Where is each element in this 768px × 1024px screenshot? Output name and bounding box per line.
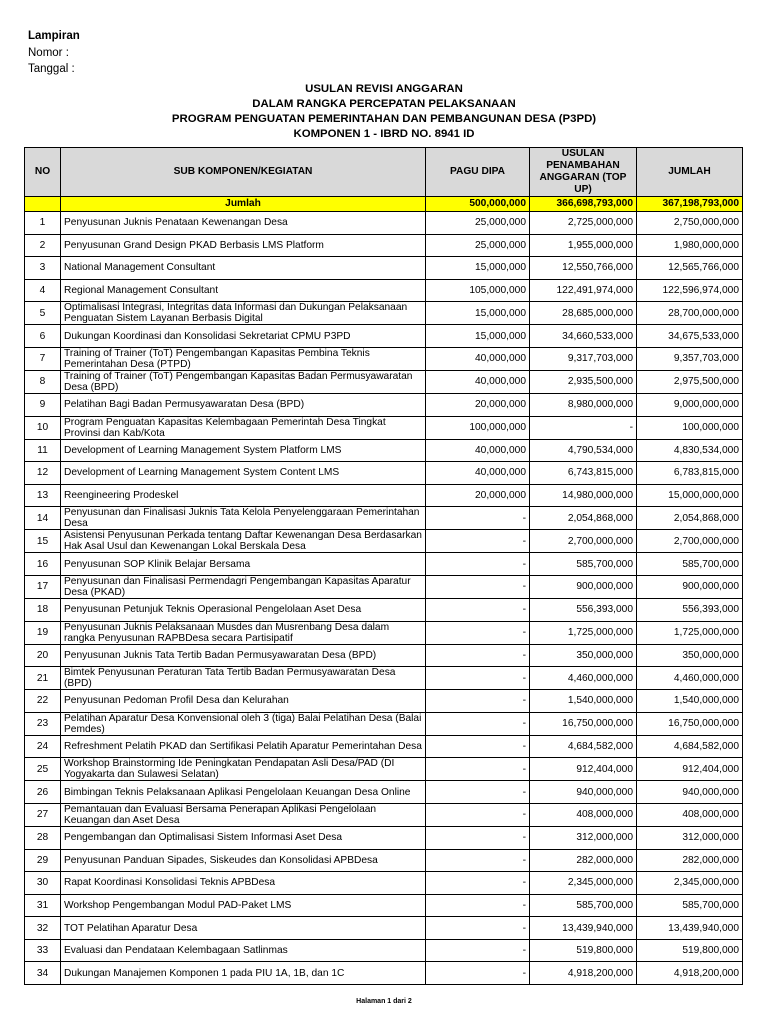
row-jumlah: 350,000,000 xyxy=(637,644,743,667)
row-jumlah: 940,000,000 xyxy=(637,781,743,804)
row-pagu: - xyxy=(426,667,530,690)
row-no: 25 xyxy=(25,758,61,781)
title-line-4: KOMPONEN 1 - IBRD NO. 8941 ID xyxy=(293,128,475,140)
row-usulan: 912,404,000 xyxy=(530,758,637,781)
total-spacer xyxy=(25,197,61,212)
title-line-1: USULAN REVISI ANGGARAN xyxy=(305,83,463,95)
row-no: 24 xyxy=(25,735,61,758)
row-no: 8 xyxy=(25,370,61,393)
row-usulan: 1,725,000,000 xyxy=(530,621,637,644)
row-no: 21 xyxy=(25,667,61,690)
table-row xyxy=(25,894,743,917)
row-usulan: 312,000,000 xyxy=(530,826,637,849)
row-pagu: - xyxy=(426,939,530,962)
table-row xyxy=(25,826,743,849)
row-kegiatan: Workshop Pengembangan Modul PAD-Paket LMS xyxy=(61,894,426,917)
row-no: 30 xyxy=(25,872,61,895)
row-usulan: 1,540,000,000 xyxy=(530,690,637,713)
table-row xyxy=(25,370,743,393)
table-row xyxy=(25,781,743,804)
row-jumlah: 4,684,582,000 xyxy=(637,735,743,758)
row-pagu: 20,000,000 xyxy=(426,393,530,416)
row-usulan: 4,684,582,000 xyxy=(530,735,637,758)
row-jumlah: 34,675,533,000 xyxy=(637,325,743,348)
row-pagu: - xyxy=(426,712,530,735)
total-label: Jumlah xyxy=(61,197,426,212)
row-no: 32 xyxy=(25,917,61,940)
row-jumlah: 100,000,000 xyxy=(637,416,743,439)
row-usulan: 13,439,940,000 xyxy=(530,917,637,940)
table-row xyxy=(25,279,743,302)
row-kegiatan: Dukungan Koordinasi dan Konsolidasi Sekretariat CPMU P3PD xyxy=(61,325,426,348)
table-row xyxy=(25,325,743,348)
row-pagu: - xyxy=(426,803,530,826)
table-row xyxy=(25,257,743,280)
row-jumlah: 122,596,974,000 xyxy=(637,279,743,302)
row-usulan: 34,660,533,000 xyxy=(530,325,637,348)
row-no: 26 xyxy=(25,781,61,804)
row-no: 29 xyxy=(25,849,61,872)
row-usulan: 2,700,000,000 xyxy=(530,530,637,553)
row-kegiatan: Pelatihan Bagi Badan Permusyawaratan Desa (BPD) xyxy=(61,393,426,416)
row-kegiatan: Program Penguatan Kapasitas Kelembagaan Pemerintah Desa Tingkat Provinsi dan Kab/Kota xyxy=(61,416,426,439)
table-row xyxy=(25,712,743,735)
row-jumlah: 9,000,000,000 xyxy=(637,393,743,416)
row-pagu: 100,000,000 xyxy=(426,416,530,439)
table-row xyxy=(25,917,743,940)
row-kegiatan: Pemantauan dan Evaluasi Bersama Penerapan Aplikasi Pengelolaan Keuangan dan Aset Desa xyxy=(61,803,426,826)
total-jumlah: 367,198,793,000 xyxy=(637,197,743,212)
row-no: 11 xyxy=(25,439,61,462)
table-row xyxy=(25,735,743,758)
nomor-label: Nomor : xyxy=(28,47,69,59)
row-pagu: - xyxy=(426,644,530,667)
row-pagu: - xyxy=(426,553,530,576)
row-jumlah: 519,800,000 xyxy=(637,939,743,962)
row-usulan: 4,790,534,000 xyxy=(530,439,637,462)
row-jumlah: 912,404,000 xyxy=(637,758,743,781)
row-kegiatan: TOT Pelatihan Aparatur Desa xyxy=(61,917,426,940)
row-no: 3 xyxy=(25,257,61,280)
row-pagu: - xyxy=(426,575,530,598)
row-pagu: 15,000,000 xyxy=(426,325,530,348)
row-no: 13 xyxy=(25,484,61,507)
table-row xyxy=(25,849,743,872)
row-kegiatan: Bimbingan Teknis Pelaksanaan Aplikasi Pengelolaan Keuangan Desa Online xyxy=(61,781,426,804)
row-jumlah: 12,565,766,000 xyxy=(637,257,743,280)
header-usulan: USULAN PENAMBAHAN ANGGARAN (TOP UP) xyxy=(530,148,637,197)
row-no: 20 xyxy=(25,644,61,667)
row-usulan: 4,460,000,000 xyxy=(530,667,637,690)
row-pagu: - xyxy=(426,758,530,781)
row-jumlah: 2,750,000,000 xyxy=(637,212,743,235)
row-kegiatan: National Management Consultant xyxy=(61,257,426,280)
row-jumlah: 312,000,000 xyxy=(637,826,743,849)
table-row xyxy=(25,302,743,325)
row-jumlah: 13,439,940,000 xyxy=(637,917,743,940)
row-kegiatan: Training of Trainer (ToT) Pengembangan Kapasitas Badan Permusyawaratan Desa (BPD) xyxy=(61,370,426,393)
row-pagu: - xyxy=(426,735,530,758)
row-kegiatan: Bimtek Penyusunan Peraturan Tata Tertib Badan Permusyawaratan Desa (BPD) xyxy=(61,667,426,690)
budget-table xyxy=(24,147,743,985)
total-usulan: 366,698,793,000 xyxy=(530,197,637,212)
table-row xyxy=(25,872,743,895)
row-pagu: 105,000,000 xyxy=(426,279,530,302)
table-row xyxy=(25,212,743,235)
row-usulan: 585,700,000 xyxy=(530,553,637,576)
table-row xyxy=(25,667,743,690)
page-footer: Halaman 1 dari 2 xyxy=(356,998,412,1005)
row-kegiatan: Pengembangan dan Optimalisasi Sistem Informasi Aset Desa xyxy=(61,826,426,849)
row-no: 12 xyxy=(25,462,61,485)
row-no: 18 xyxy=(25,598,61,621)
row-usulan: 9,317,703,000 xyxy=(530,347,637,370)
row-usulan: 12,550,766,000 xyxy=(530,257,637,280)
row-usulan: 519,800,000 xyxy=(530,939,637,962)
row-pagu: - xyxy=(426,894,530,917)
row-kegiatan: Penyusunan Pedoman Profil Desa dan Kelurahan xyxy=(61,690,426,713)
row-usulan: 4,918,200,000 xyxy=(530,962,637,985)
title-line-3: PROGRAM PENGUATAN PEMERINTAHAN DAN PEMBANGUNAN DESA (P3PD) xyxy=(171,113,597,125)
row-kegiatan: Training of Trainer (ToT) Pengembangan Kapasitas Pembina Teknis Pemerintahan Desa (PTPD) xyxy=(61,347,426,370)
table-row xyxy=(25,690,743,713)
row-usulan: - xyxy=(530,416,637,439)
row-usulan: 940,000,000 xyxy=(530,781,637,804)
row-kegiatan: Pelatihan Aparatur Desa Konvensional oleh 3 (tiga) Balai Pelatihan Desa (Balai Pemdes) xyxy=(61,712,426,735)
tanggal-label: Tanggal : xyxy=(28,63,75,75)
row-kegiatan: Asistensi Penyusunan Perkada tentang Daftar Kewenangan Desa Berdasarkan Hak Asal Usul dan Kewenangan Lokal Berskala Desa xyxy=(61,530,426,553)
table-row xyxy=(25,962,743,985)
row-pagu: - xyxy=(426,530,530,553)
row-jumlah: 585,700,000 xyxy=(637,894,743,917)
row-no: 6 xyxy=(25,325,61,348)
table-row xyxy=(25,598,743,621)
row-kegiatan: Development of Learning Management System Platform LMS xyxy=(61,439,426,462)
row-pagu: 15,000,000 xyxy=(426,302,530,325)
document-title xyxy=(0,82,768,142)
row-jumlah: 408,000,000 xyxy=(637,803,743,826)
row-usulan: 2,054,868,000 xyxy=(530,507,637,530)
row-usulan: 8,980,000,000 xyxy=(530,393,637,416)
header-pagu-dipa: PAGU DIPA xyxy=(426,148,530,197)
row-usulan: 14,980,000,000 xyxy=(530,484,637,507)
row-no: 33 xyxy=(25,939,61,962)
row-usulan: 350,000,000 xyxy=(530,644,637,667)
row-kegiatan: Rapat Koordinasi Konsolidasi Teknis APBDesa xyxy=(61,872,426,895)
row-jumlah: 2,700,000,000 xyxy=(637,530,743,553)
row-jumlah: 900,000,000 xyxy=(637,575,743,598)
row-no: 1 xyxy=(25,212,61,235)
table-row xyxy=(25,234,743,257)
row-pagu: 40,000,000 xyxy=(426,347,530,370)
row-jumlah: 16,750,000,000 xyxy=(637,712,743,735)
header-no: NO xyxy=(25,148,61,197)
table-row xyxy=(25,803,743,826)
row-kegiatan: Penyusunan Juknis Penataan Kewenangan Desa xyxy=(61,212,426,235)
row-no: 15 xyxy=(25,530,61,553)
row-kegiatan: Penyusunan SOP Klinik Belajar Bersama xyxy=(61,553,426,576)
row-jumlah: 2,975,500,000 xyxy=(637,370,743,393)
row-usulan: 6,743,815,000 xyxy=(530,462,637,485)
row-pagu: 40,000,000 xyxy=(426,370,530,393)
table-row xyxy=(25,644,743,667)
table-row xyxy=(25,621,743,644)
row-jumlah: 1,540,000,000 xyxy=(637,690,743,713)
row-kegiatan: Development of Learning Management System Content LMS xyxy=(61,462,426,485)
row-no: 28 xyxy=(25,826,61,849)
row-jumlah: 556,393,000 xyxy=(637,598,743,621)
row-pagu: - xyxy=(426,849,530,872)
row-no: 31 xyxy=(25,894,61,917)
total-pagu: 500,000,000 xyxy=(426,197,530,212)
table-row xyxy=(25,416,743,439)
row-pagu: - xyxy=(426,962,530,985)
row-jumlah: 6,783,815,000 xyxy=(637,462,743,485)
row-usulan: 1,955,000,000 xyxy=(530,234,637,257)
row-no: 7 xyxy=(25,347,61,370)
row-usulan: 2,935,500,000 xyxy=(530,370,637,393)
table-row xyxy=(25,393,743,416)
row-kegiatan: Penyusunan Grand Design PKAD Berbasis LMS Platform xyxy=(61,234,426,257)
table-header-row xyxy=(25,148,743,197)
row-kegiatan: Penyusunan dan Finalisasi Juknis Tata Kelola Penyelenggaraan Pemerintahan Desa xyxy=(61,507,426,530)
row-kegiatan: Penyusunan dan Finalisasi Permendagri Pengembangan Kapasitas Aparatur Desa (PKAD) xyxy=(61,575,426,598)
row-usulan: 900,000,000 xyxy=(530,575,637,598)
table-row xyxy=(25,347,743,370)
row-usulan: 585,700,000 xyxy=(530,894,637,917)
row-jumlah: 9,357,703,000 xyxy=(637,347,743,370)
row-no: 23 xyxy=(25,712,61,735)
title-line-2: DALAM RANGKA PERCEPATAN PELAKSANAAN xyxy=(252,98,516,110)
row-usulan: 2,725,000,000 xyxy=(530,212,637,235)
row-jumlah: 2,054,868,000 xyxy=(637,507,743,530)
row-jumlah: 1,725,000,000 xyxy=(637,621,743,644)
row-kegiatan: Penyusunan Juknis Tata Tertib Badan Permusyawaratan Desa (BPD) xyxy=(61,644,426,667)
row-kegiatan: Reengineering Prodeskel xyxy=(61,484,426,507)
row-kegiatan: Optimalisasi Integrasi, Integritas data Informasi dan Dukungan Pelaksanaan Penguatan Sistem Layanan Berbasis Digital xyxy=(61,302,426,325)
row-jumlah: 4,830,534,000 xyxy=(637,439,743,462)
row-no: 34 xyxy=(25,962,61,985)
row-usulan: 282,000,000 xyxy=(530,849,637,872)
row-usulan: 556,393,000 xyxy=(530,598,637,621)
row-kegiatan: Penyusunan Juknis Pelaksanaan Musdes dan Musrenbang Desa dalam rangka Penyusunan RAPBDesa secara Partisipatif xyxy=(61,621,426,644)
row-kegiatan: Workshop Brainstorming Ide Peningkatan Pendapatan Asli Desa/PAD (DI Yogyakarta dan Sulawesi Selatan) xyxy=(61,758,426,781)
row-no: 14 xyxy=(25,507,61,530)
row-pagu: 25,000,000 xyxy=(426,234,530,257)
row-pagu: 40,000,000 xyxy=(426,462,530,485)
row-jumlah: 585,700,000 xyxy=(637,553,743,576)
row-no: 17 xyxy=(25,575,61,598)
row-pagu: 25,000,000 xyxy=(426,212,530,235)
total-row xyxy=(25,197,743,212)
row-usulan: 16,750,000,000 xyxy=(530,712,637,735)
row-usulan: 28,685,000,000 xyxy=(530,302,637,325)
row-pagu: - xyxy=(426,781,530,804)
table-row xyxy=(25,530,743,553)
row-no: 27 xyxy=(25,803,61,826)
row-no: 22 xyxy=(25,690,61,713)
row-no: 16 xyxy=(25,553,61,576)
row-no: 10 xyxy=(25,416,61,439)
row-jumlah: 1,980,000,000 xyxy=(637,234,743,257)
header-jumlah: JUMLAH xyxy=(637,148,743,197)
row-pagu: - xyxy=(426,917,530,940)
table-row xyxy=(25,439,743,462)
table-row xyxy=(25,484,743,507)
row-usulan: 408,000,000 xyxy=(530,803,637,826)
row-jumlah: 2,345,000,000 xyxy=(637,872,743,895)
row-jumlah: 4,460,000,000 xyxy=(637,667,743,690)
row-no: 2 xyxy=(25,234,61,257)
row-no: 4 xyxy=(25,279,61,302)
row-kegiatan: Refreshment Pelatih PKAD dan Sertifikasi Pelatih Aparatur Pemerintahan Desa xyxy=(61,735,426,758)
row-pagu: 40,000,000 xyxy=(426,439,530,462)
header-sub-komponen: SUB KOMPONEN/KEGIATAN xyxy=(61,148,426,197)
row-pagu: - xyxy=(426,598,530,621)
row-no: 5 xyxy=(25,302,61,325)
row-usulan: 2,345,000,000 xyxy=(530,872,637,895)
row-no: 9 xyxy=(25,393,61,416)
table-row xyxy=(25,462,743,485)
table-row xyxy=(25,939,743,962)
row-jumlah: 15,000,000,000 xyxy=(637,484,743,507)
row-usulan: 122,491,974,000 xyxy=(530,279,637,302)
table-row xyxy=(25,507,743,530)
row-kegiatan: Regional Management Consultant xyxy=(61,279,426,302)
table-row xyxy=(25,575,743,598)
row-kegiatan: Dukungan Manajemen Komponen 1 pada PIU 1A, 1B, dan 1C xyxy=(61,962,426,985)
row-pagu: - xyxy=(426,507,530,530)
row-pagu: - xyxy=(426,826,530,849)
row-pagu: - xyxy=(426,621,530,644)
row-kegiatan: Penyusunan Panduan Sipades, Siskeudes dan Konsolidasi APBDesa xyxy=(61,849,426,872)
row-pagu: 20,000,000 xyxy=(426,484,530,507)
row-pagu: 15,000,000 xyxy=(426,257,530,280)
row-pagu: - xyxy=(426,690,530,713)
row-no: 19 xyxy=(25,621,61,644)
lampiran-label: Lampiran xyxy=(28,30,80,42)
table-row xyxy=(25,553,743,576)
row-jumlah: 28,700,000,000 xyxy=(637,302,743,325)
row-kegiatan: Penyusunan Petunjuk Teknis Operasional Pengelolaan Aset Desa xyxy=(61,598,426,621)
table-row xyxy=(25,758,743,781)
row-kegiatan: Evaluasi dan Pendataan Kelembagaan Satlinmas xyxy=(61,939,426,962)
row-jumlah: 282,000,000 xyxy=(637,849,743,872)
row-jumlah: 4,918,200,000 xyxy=(637,962,743,985)
row-pagu: - xyxy=(426,872,530,895)
